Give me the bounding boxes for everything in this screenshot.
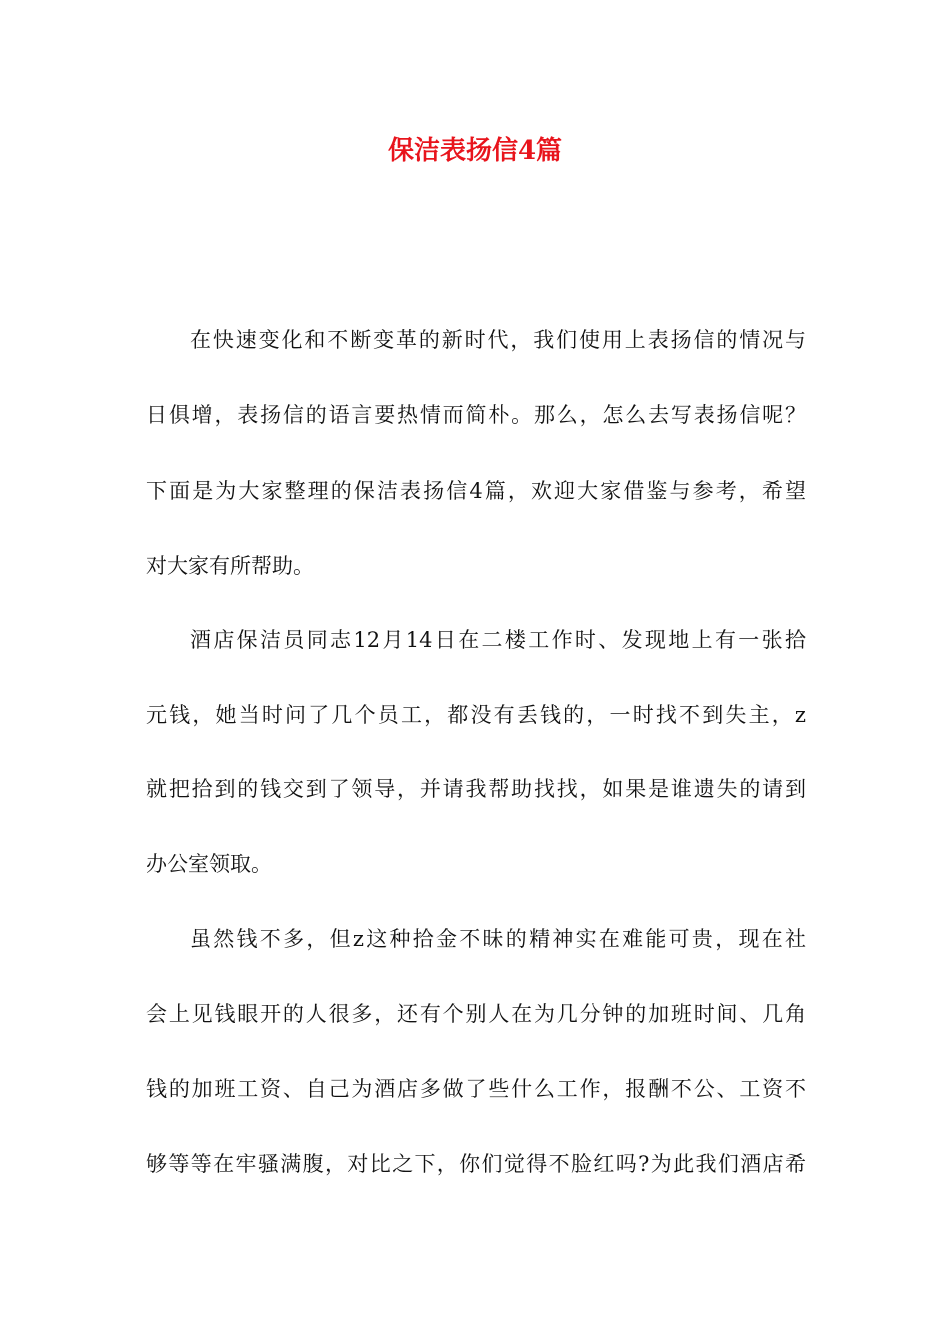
paragraph-line: 下面是为大家整理的保洁表扬信4篇，欢迎大家借鉴与参考，希望 [146, 479, 806, 503]
paragraph-line: 酒店保洁员同志12月14日在二楼工作时、发现地上有一张拾 [190, 628, 806, 652]
paragraph-line: 会上见钱眼开的人很多，还有个别人在为几分钟的加班时间、几角 [146, 1002, 806, 1026]
paragraph-line: 办公室领取。 [146, 852, 272, 876]
paragraph-line: 在快速变化和不断变革的新时代，我们使用上表扬信的情况与 [190, 328, 806, 352]
paragraph-line: 虽然钱不多，但z这种拾金不昧的精神实在难能可贵，现在社 [190, 927, 806, 951]
paragraph-line: 元钱，她当时问了几个员工，都没有丢钱的，一时找不到失主，z [146, 703, 806, 727]
paragraph-line: 够等等在牢骚满腹，对比之下，你们觉得不脸红吗?为此我们酒店希 [146, 1152, 806, 1176]
paragraph-line: 对大家有所帮助。 [146, 554, 314, 578]
paragraph-line: 就把拾到的钱交到了领导，并请我帮助找找，如果是谁遗失的请到 [146, 777, 806, 801]
paragraph-line: 钱的加班工资、自己为酒店多做了些什么工作，报酬不公、工资不 [146, 1077, 806, 1101]
document-title: 保洁表扬信4篇 [387, 136, 563, 166]
paragraph-line: 日俱增，表扬信的语言要热情而简朴。那么，怎么去写表扬信呢？ [146, 403, 806, 427]
